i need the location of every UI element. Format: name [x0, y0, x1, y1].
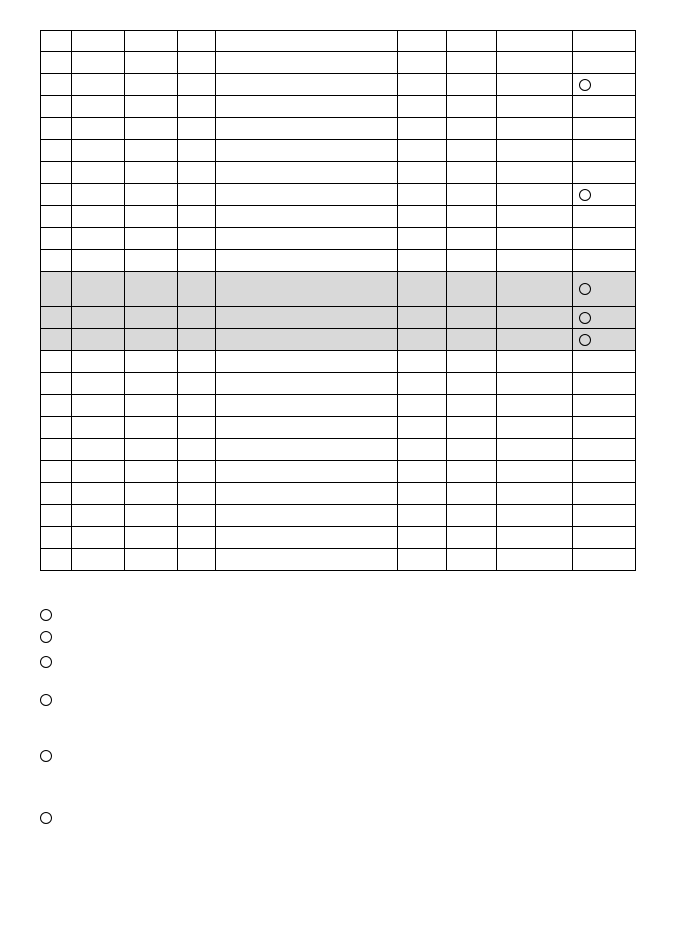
table-cell	[447, 184, 497, 206]
table-cell	[178, 250, 216, 272]
table-row	[41, 549, 636, 571]
table-cell	[447, 162, 497, 184]
table-row	[41, 250, 636, 272]
table-row	[41, 483, 636, 505]
table-cell	[447, 417, 497, 439]
table-cell	[216, 250, 398, 272]
table-cell	[216, 329, 398, 351]
table-cell	[125, 250, 178, 272]
table-cell	[72, 184, 125, 206]
table-cell	[41, 329, 72, 351]
table-cell	[41, 307, 72, 329]
marker-cell	[573, 549, 636, 571]
table-cell	[398, 461, 447, 483]
table-cell	[216, 351, 398, 373]
table-cell	[125, 118, 178, 140]
table-cell	[41, 140, 72, 162]
circle-marker-icon	[40, 750, 52, 762]
table-cell	[447, 505, 497, 527]
marker-cell	[573, 417, 636, 439]
table-row	[41, 52, 636, 74]
table-cell	[72, 549, 125, 571]
table-cell	[72, 417, 125, 439]
table-body	[41, 31, 636, 571]
table-cell	[41, 351, 72, 373]
table-cell	[178, 118, 216, 140]
table-cell	[178, 505, 216, 527]
table-cell	[497, 351, 573, 373]
table-cell	[447, 206, 497, 228]
table-row	[41, 461, 636, 483]
marker-cell	[573, 272, 636, 307]
table-cell	[41, 549, 72, 571]
table-cell	[72, 118, 125, 140]
table-cell	[178, 272, 216, 307]
table-row	[41, 439, 636, 461]
marker-cell	[573, 461, 636, 483]
circle-marker-icon	[40, 631, 52, 643]
table-cell	[125, 395, 178, 417]
table-cell	[72, 272, 125, 307]
table-cell	[398, 307, 447, 329]
table-cell	[72, 206, 125, 228]
table-cell	[497, 96, 573, 118]
table-cell	[216, 272, 398, 307]
table-cell	[216, 505, 398, 527]
table-cell	[216, 52, 398, 74]
table-cell	[41, 417, 72, 439]
marker-cell	[573, 373, 636, 395]
table-cell	[398, 439, 447, 461]
table-cell	[447, 527, 497, 549]
marker-cell	[573, 395, 636, 417]
table-cell	[125, 549, 178, 571]
table-cell	[447, 250, 497, 272]
circle-marker-icon	[40, 812, 52, 824]
table-row	[41, 31, 636, 52]
table-cell	[178, 329, 216, 351]
table-row	[41, 206, 636, 228]
marker-cell	[573, 184, 636, 206]
table-cell	[216, 417, 398, 439]
table-cell	[125, 483, 178, 505]
table-cell	[216, 527, 398, 549]
table-cell	[178, 373, 216, 395]
circle-marker-icon	[579, 334, 591, 346]
table-cell	[178, 74, 216, 96]
table-cell	[178, 395, 216, 417]
table-cell	[497, 184, 573, 206]
table-cell	[41, 228, 72, 250]
table-row	[41, 329, 636, 351]
table-cell	[497, 228, 573, 250]
table-cell	[72, 31, 125, 52]
table-cell	[41, 96, 72, 118]
table-cell	[41, 250, 72, 272]
table-row	[41, 505, 636, 527]
table-cell	[178, 351, 216, 373]
table-cell	[178, 417, 216, 439]
table-cell	[72, 140, 125, 162]
table-cell	[497, 140, 573, 162]
table-row	[41, 228, 636, 250]
table-cell	[41, 395, 72, 417]
table-cell	[125, 272, 178, 307]
table-row	[41, 417, 636, 439]
table-cell	[72, 373, 125, 395]
table-cell	[178, 96, 216, 118]
table-cell	[398, 329, 447, 351]
marker-cell	[573, 505, 636, 527]
table-cell	[125, 96, 178, 118]
marker-cell	[573, 96, 636, 118]
table-cell	[72, 96, 125, 118]
table-cell	[72, 162, 125, 184]
table-cell	[125, 31, 178, 52]
table-cell	[216, 395, 398, 417]
table-cell	[398, 184, 447, 206]
table-cell	[447, 52, 497, 74]
data-table-container	[40, 30, 636, 571]
table-cell	[72, 505, 125, 527]
table-cell	[41, 184, 72, 206]
table-cell	[216, 31, 398, 52]
table-cell	[178, 184, 216, 206]
marker-cell	[573, 439, 636, 461]
table-row	[41, 162, 636, 184]
table-cell	[447, 74, 497, 96]
table-cell	[447, 373, 497, 395]
table-cell	[497, 206, 573, 228]
table-cell	[398, 549, 447, 571]
table-cell	[398, 52, 447, 74]
table-cell	[178, 31, 216, 52]
table-cell	[125, 228, 178, 250]
table-cell	[497, 395, 573, 417]
table-cell	[178, 461, 216, 483]
table-cell	[447, 351, 497, 373]
table-cell	[72, 439, 125, 461]
table-cell	[398, 140, 447, 162]
table-cell	[497, 162, 573, 184]
table-cell	[125, 206, 178, 228]
table-cell	[447, 483, 497, 505]
table-cell	[125, 373, 178, 395]
table-cell	[125, 140, 178, 162]
table-cell	[497, 52, 573, 74]
table-cell	[41, 162, 72, 184]
table-row	[41, 74, 636, 96]
table-cell	[216, 162, 398, 184]
table-cell	[178, 439, 216, 461]
circle-marker-icon	[40, 609, 52, 621]
marker-cell	[573, 31, 636, 52]
circle-marker-icon	[40, 656, 52, 668]
table-cell	[72, 307, 125, 329]
table-cell	[216, 206, 398, 228]
marker-cell	[573, 351, 636, 373]
table-cell	[497, 527, 573, 549]
marker-cell	[573, 118, 636, 140]
table-cell	[178, 228, 216, 250]
table-cell	[41, 272, 72, 307]
table-cell	[72, 395, 125, 417]
table-cell	[41, 206, 72, 228]
table-cell	[398, 527, 447, 549]
table-cell	[72, 483, 125, 505]
circle-marker-icon	[579, 79, 591, 91]
table-row	[41, 184, 636, 206]
table-cell	[41, 74, 72, 96]
table-cell	[398, 31, 447, 52]
table-cell	[41, 483, 72, 505]
table-cell	[398, 250, 447, 272]
table-cell	[447, 118, 497, 140]
table-cell	[497, 461, 573, 483]
marker-cell	[573, 250, 636, 272]
table-cell	[178, 140, 216, 162]
table-cell	[216, 483, 398, 505]
table-cell	[216, 96, 398, 118]
table-cell	[125, 329, 178, 351]
marker-cell	[573, 329, 636, 351]
table-cell	[398, 206, 447, 228]
table-cell	[497, 272, 573, 307]
table-cell	[41, 527, 72, 549]
table-cell	[178, 307, 216, 329]
table-row	[41, 140, 636, 162]
table-cell	[125, 439, 178, 461]
table-cell	[497, 505, 573, 527]
table-cell	[398, 417, 447, 439]
table-cell	[125, 162, 178, 184]
table-cell	[41, 31, 72, 52]
table-cell	[447, 307, 497, 329]
marker-cell	[573, 527, 636, 549]
table-cell	[216, 373, 398, 395]
circle-marker-icon	[579, 189, 591, 201]
table-cell	[447, 439, 497, 461]
table-row	[41, 373, 636, 395]
table-cell	[216, 307, 398, 329]
table-cell	[41, 439, 72, 461]
table-cell	[497, 483, 573, 505]
table-cell	[447, 96, 497, 118]
table-row	[41, 351, 636, 373]
marker-cell	[573, 162, 636, 184]
table-cell	[497, 74, 573, 96]
circle-marker-icon	[579, 283, 591, 295]
table-cell	[72, 228, 125, 250]
marker-cell	[573, 307, 636, 329]
table-cell	[178, 483, 216, 505]
table-cell	[216, 439, 398, 461]
table-cell	[216, 140, 398, 162]
table-cell	[72, 52, 125, 74]
table-cell	[398, 483, 447, 505]
table-cell	[216, 549, 398, 571]
table-cell	[125, 74, 178, 96]
table-cell	[398, 351, 447, 373]
table-cell	[398, 118, 447, 140]
table-cell	[447, 228, 497, 250]
table-cell	[125, 461, 178, 483]
circle-marker-icon	[40, 694, 52, 706]
table-cell	[398, 373, 447, 395]
table-cell	[178, 206, 216, 228]
table-cell	[41, 118, 72, 140]
table-cell	[447, 395, 497, 417]
table-cell	[125, 527, 178, 549]
table-cell	[398, 272, 447, 307]
table-row	[41, 527, 636, 549]
data-table	[40, 30, 636, 571]
table-cell	[125, 52, 178, 74]
table-cell	[447, 329, 497, 351]
table-cell	[178, 162, 216, 184]
table-cell	[72, 329, 125, 351]
table-cell	[497, 549, 573, 571]
table-cell	[216, 74, 398, 96]
table-cell	[41, 461, 72, 483]
table-cell	[398, 395, 447, 417]
marker-cell	[573, 206, 636, 228]
table-cell	[398, 162, 447, 184]
table-cell	[497, 307, 573, 329]
table-row	[41, 118, 636, 140]
table-cell	[72, 74, 125, 96]
table-row	[41, 395, 636, 417]
table-cell	[497, 329, 573, 351]
table-cell	[41, 373, 72, 395]
table-row	[41, 272, 636, 307]
table-cell	[447, 549, 497, 571]
table-row	[41, 96, 636, 118]
table-cell	[216, 184, 398, 206]
table-cell	[216, 461, 398, 483]
marker-cell	[573, 483, 636, 505]
table-cell	[125, 505, 178, 527]
table-cell	[178, 549, 216, 571]
table-cell	[41, 505, 72, 527]
table-cell	[398, 74, 447, 96]
table-cell	[497, 31, 573, 52]
marker-cell	[573, 140, 636, 162]
table-cell	[497, 439, 573, 461]
table-cell	[72, 527, 125, 549]
table-cell	[497, 417, 573, 439]
table-cell	[178, 52, 216, 74]
table-cell	[72, 351, 125, 373]
table-cell	[72, 250, 125, 272]
table-cell	[398, 505, 447, 527]
table-cell	[178, 527, 216, 549]
table-cell	[125, 307, 178, 329]
table-cell	[216, 118, 398, 140]
table-cell	[125, 184, 178, 206]
table-cell	[447, 140, 497, 162]
marker-cell	[573, 52, 636, 74]
table-cell	[216, 228, 398, 250]
table-cell	[497, 250, 573, 272]
table-cell	[447, 461, 497, 483]
table-cell	[398, 228, 447, 250]
table-row	[41, 307, 636, 329]
table-cell	[72, 461, 125, 483]
table-cell	[447, 272, 497, 307]
table-cell	[125, 351, 178, 373]
table-cell	[41, 52, 72, 74]
table-cell	[497, 373, 573, 395]
table-cell	[125, 417, 178, 439]
circle-marker-icon	[579, 312, 591, 324]
table-cell	[497, 118, 573, 140]
table-cell	[447, 31, 497, 52]
marker-cell	[573, 228, 636, 250]
table-cell	[398, 96, 447, 118]
marker-cell	[573, 74, 636, 96]
